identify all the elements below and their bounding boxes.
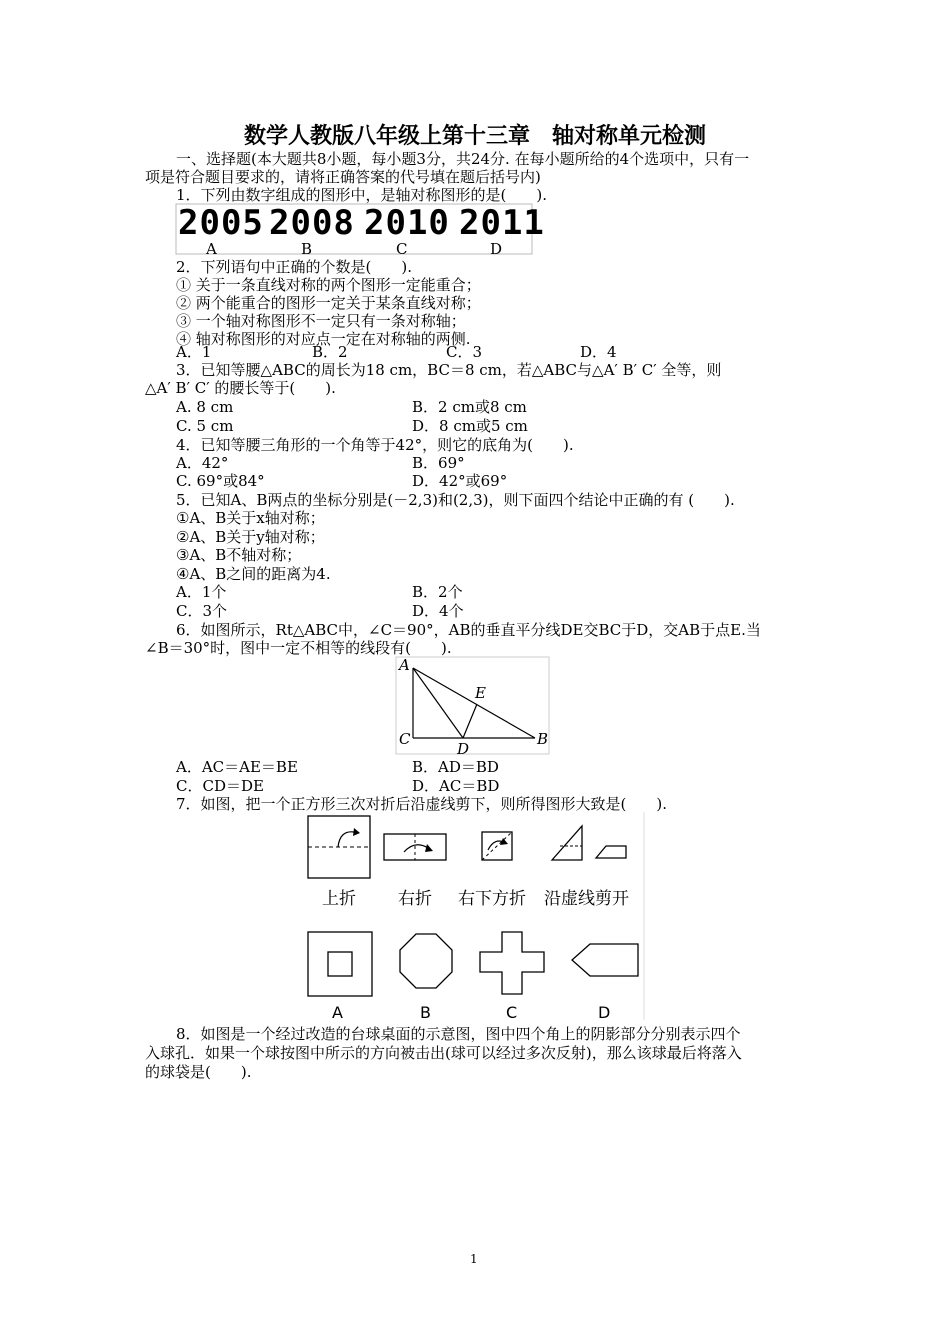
q7-step-fold-right	[384, 834, 446, 860]
q6-option-d: D．AC＝BD	[412, 777, 500, 795]
q7-option-c-shape	[480, 932, 544, 994]
q4-option-a: A．42°	[176, 454, 229, 472]
q6-option-a: A．AC＝AE＝BE	[176, 758, 298, 776]
q4-option-b: B．69°	[412, 454, 465, 472]
q1-year-c: 2010	[364, 203, 450, 243]
q5-option-b: B．2个	[412, 583, 463, 601]
q6-triangle-figure	[395, 656, 551, 756]
q1-year-a: 2005	[178, 203, 264, 243]
q8-line2: 入球孔．如果一个球按图中所示的方向被击出(球可以经过多次反射)，那么该球最后将落入	[145, 1044, 742, 1062]
q7-step-label-1: 上折	[322, 889, 356, 909]
q5-item-4: ④A、B之间的距离为4.	[176, 565, 331, 583]
q5-option-d: D．4个	[412, 602, 464, 620]
q3-option-b: B．2 cm或8 cm	[412, 398, 527, 416]
q2-option-c: C．3	[446, 343, 483, 361]
q3-option-a: A. 8 cm	[176, 398, 234, 416]
q4-option-d: D．42°或69°	[412, 472, 508, 490]
q1-label-d: D	[490, 240, 503, 258]
q2-item-1: ① 关于一条直线对称的两个图形一定能重合；	[176, 276, 481, 294]
q5-option-c: C．3个	[176, 602, 228, 620]
q7-step-label-4: 沿虚线剪开	[544, 889, 629, 909]
q3-option-c: C. 5 cm	[176, 417, 234, 435]
q6-segment-de	[463, 704, 477, 738]
page-title: 数学人教版八年级上第十三章 轴对称单元检测	[243, 124, 706, 149]
q6-option-c: C．CD＝DE	[176, 777, 264, 795]
q6-side-ab	[413, 668, 535, 738]
q2-item-2: ② 两个能重合的图形一定关于某条直线对称；	[176, 294, 481, 312]
q6-stem-line2: ∠B＝30°时，图中一定不相等的线段有( ).	[145, 639, 452, 657]
q7-step-label-3: 右下方折	[458, 889, 526, 909]
q6-label-a: A	[399, 656, 410, 674]
q7-option-label-c: C	[506, 1003, 518, 1022]
q7-option-d-shape	[572, 944, 638, 976]
q3-stem-line2: △A′ B′ C′ 的腰长等于( ).	[145, 379, 336, 397]
q6-segment-ad	[413, 668, 463, 738]
q1-label-a: A	[206, 240, 217, 258]
q1-label-b: B	[301, 240, 313, 258]
q6-label-d: D	[457, 740, 470, 758]
q7-option-label-d: D	[598, 1003, 611, 1022]
section-instructions-line1: 一、选择题(本大题共8小题，每小题3分，共24分. 在每小题所给的4个选项中，只有一	[176, 150, 750, 168]
q6-stem-line1: 6．如图所示，Rt△ABC中，∠C＝90°，AB的垂直平分线DE交BC于D，交AB于点E.当	[176, 621, 761, 639]
q7-option-label-a: A	[332, 1003, 343, 1022]
q6-option-b: B．AD＝BD	[412, 758, 499, 776]
q6-label-e: E	[475, 684, 486, 702]
q2-item-4: ④ 轴对称图形的对应点一定在对称轴的两侧.	[176, 330, 471, 348]
q5-item-3: ③A、B不轴对称；	[176, 546, 302, 564]
q3-stem-line1: 3．已知等腰△ABC的周长为18 cm，BC＝8 cm，若△ABC与△A′ B′ C′ 全等，则	[176, 361, 722, 379]
q1-year-b: 2008	[269, 203, 355, 243]
q5-item-2: ②A、B关于y轴对称；	[176, 528, 325, 546]
q7-step-fold-up	[308, 816, 370, 878]
q4-stem: 4．已知等腰三角形的一个角等于42°，则它的底角为( ).	[176, 436, 574, 454]
q7-step-cut	[552, 826, 626, 860]
q2-option-b: B．2	[312, 343, 348, 361]
q8-line3: 的球袋是( ).	[145, 1063, 252, 1081]
q7-option-a-shape	[308, 932, 372, 996]
q5-option-a: A．1个	[176, 583, 227, 601]
q1-label-c: C	[396, 240, 408, 258]
q7-step-label-2: 右折	[398, 889, 432, 909]
section-instructions-line2: 项是符合题目要求的，请将正确答案的代号填在题后括号内)	[145, 168, 541, 186]
q7-option-b-shape	[400, 934, 452, 988]
page-number: 1	[470, 1252, 478, 1266]
q7-folding-figure	[300, 812, 646, 1022]
q2-stem: 2．下列语句中正确的个数是( ).	[176, 258, 413, 276]
q5-stem: 5．已知A、B两点的坐标分别是(－2,3)和(2,3)，则下面四个结论中正确的有 ( ).	[176, 491, 735, 509]
q7-stem: 7．如图，把一个正方形三次对折后沿虚线剪下，则所得图形大致是( ).	[176, 795, 668, 813]
q5-item-1: ①A、B关于x轴对称；	[176, 509, 325, 527]
q6-label-c: C	[399, 730, 411, 748]
q3-option-d: D．8 cm或5 cm	[412, 417, 528, 435]
q2-option-d: D．4	[580, 343, 617, 361]
q6-label-b: B	[537, 730, 549, 748]
q1-stem: 1．下列由数字组成的图形中，是轴对称图形的是( ).	[176, 186, 548, 204]
q1-year-d: 2011	[459, 203, 545, 243]
q7-step-fold-lower-right	[482, 832, 512, 860]
q7-option-label-b: B	[420, 1003, 431, 1022]
q2-option-a: A．1	[176, 343, 212, 361]
q8-line1: 8．如图是一个经过改造的台球桌面的示意图，图中四个角上的阴影部分分别表示四个	[176, 1025, 741, 1043]
q1-figure	[174, 203, 545, 258]
q4-option-c: C. 69°或84°	[176, 472, 265, 490]
q2-item-3: ③ 一个轴对称图形不一定只有一条对称轴；	[176, 312, 466, 330]
